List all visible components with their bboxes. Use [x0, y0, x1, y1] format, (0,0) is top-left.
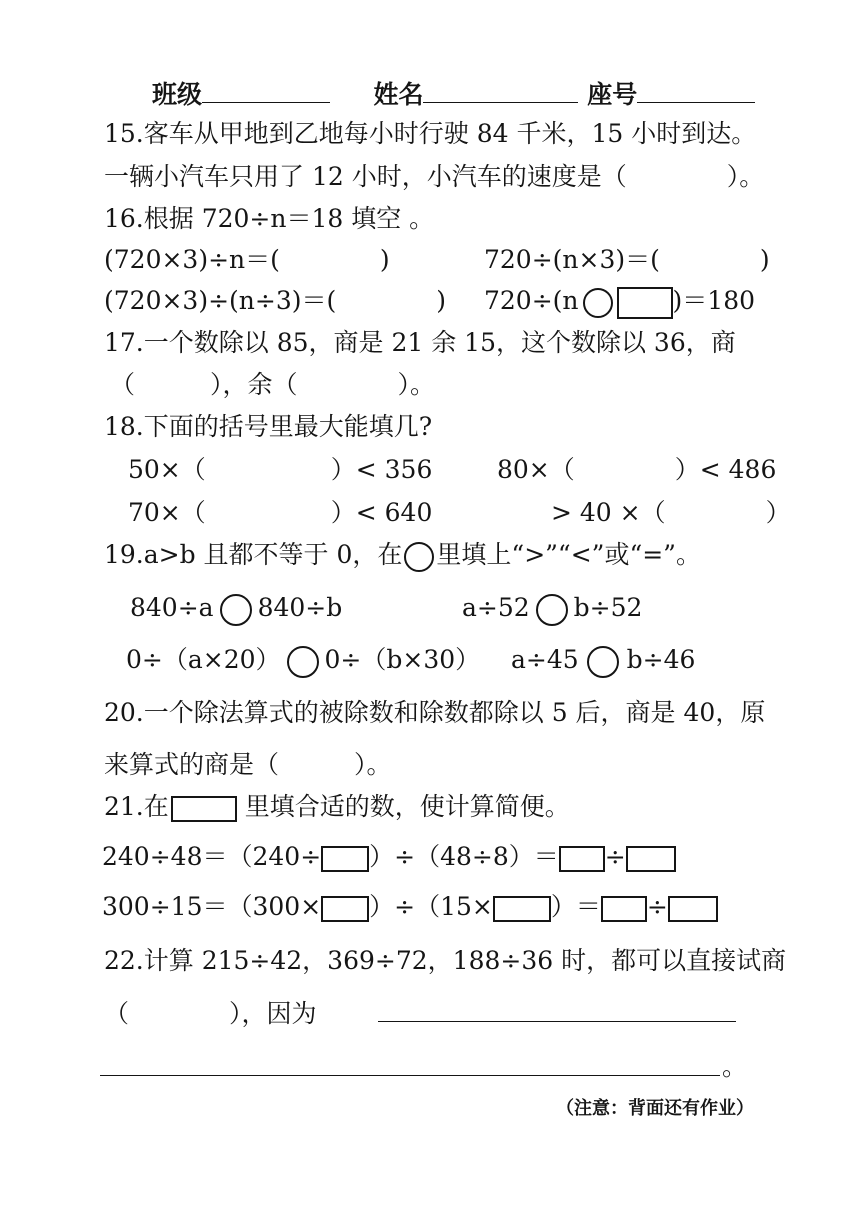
q21-fill-box[interactable]: [493, 896, 551, 922]
q17-line2: （ ），余（ ）。: [110, 370, 436, 399]
q18-r2-right: > 40 ×（ ）: [551, 498, 791, 527]
q19-expr: 840÷a: [130, 593, 214, 622]
q22-line1: 22.计算 215÷42，369÷72，188÷36 时，都可以直接试商: [104, 946, 787, 975]
q21-title-rest: 里填合适的数，使计算简便。: [236, 792, 570, 821]
q16-r1-right: 720÷(n×3)＝( ): [484, 245, 770, 274]
q21-expr: 240÷48＝（240÷: [102, 842, 322, 871]
q19-compare-circle[interactable]: [220, 594, 252, 626]
q18-r1-right: 80×（ ）< 486: [497, 455, 777, 484]
q21-fill-box[interactable]: [321, 896, 369, 922]
name-label: 姓名: [373, 80, 424, 109]
q16-title: 16.根据 720÷n＝18 填空 。: [104, 204, 435, 233]
q19-expr: 0÷（b×30）: [324, 645, 481, 674]
seat-blank[interactable]: [637, 78, 755, 103]
q20-line1: 20.一个除法算式的被除数和除数都除以 5 后，商是 40，原: [104, 698, 766, 727]
q21-fill-box[interactable]: [559, 846, 605, 872]
q16-number-box[interactable]: [617, 287, 673, 319]
class-label: 班级: [152, 80, 203, 109]
q21-r1: [102, 840, 676, 874]
q22-end-mark: 。: [722, 1052, 748, 1081]
q15-close: ）。: [726, 162, 765, 191]
q15-line2: [104, 160, 764, 194]
q19-compare-circle[interactable]: [587, 646, 619, 678]
q21-expr: ÷: [604, 842, 626, 871]
footer-note: （注意：背面还有作业）: [556, 1098, 754, 1119]
q21-fill-box[interactable]: [668, 896, 718, 922]
q21-expr: ÷: [646, 892, 668, 921]
q21-title: [104, 790, 570, 824]
q19-title-text: 19.a>b 且都不等于 0，在: [104, 540, 403, 569]
q16-r2-right-text: 720÷(n: [484, 286, 579, 315]
q18-r1-left: 50×（ ）< 356: [128, 455, 433, 484]
q18-title: 18.下面的括号里最大能填几?: [104, 412, 433, 441]
q19-expr: a÷52: [462, 593, 530, 622]
q21-box-icon: [171, 796, 237, 822]
q19-compare-circle[interactable]: [536, 594, 568, 626]
q22-answer-line-2[interactable]: [100, 1075, 720, 1076]
q15-text: 一辆小汽车只用了 12 小时，小汽车的速度是（: [104, 162, 627, 191]
q21-r2: [102, 890, 718, 924]
q21-fill-box[interactable]: [601, 896, 647, 922]
q19-circle-icon: [404, 542, 434, 572]
seat-label: 座号: [587, 80, 638, 109]
q19-expr: 0÷（a×20）: [126, 645, 281, 674]
q19-expr: a÷45: [511, 645, 579, 674]
q21-expr: ）＝: [550, 892, 601, 921]
q16-operator-circle[interactable]: [583, 288, 613, 318]
name-blank[interactable]: [423, 78, 578, 103]
q17-line1: 17.一个数除以 85，商是 21 余 15，这个数除以 36，商: [104, 328, 736, 357]
q19-r2-left: [126, 643, 480, 678]
q19-expr: 840÷b: [257, 593, 343, 622]
q19-title-rest: 里填上“>”“<”或“=”。: [436, 540, 701, 569]
q19-expr: b÷46: [626, 645, 696, 674]
q19-r1-left: [130, 591, 342, 626]
q16-r1-left: (720×3)÷n＝( ): [104, 245, 390, 274]
q20-line2: 来算式的商是（ ）。: [104, 750, 392, 779]
header-row: [152, 78, 755, 112]
q15-line1: 15.客车从甲地到乙地每小时行驶 84 千米，15 小时到达。: [104, 119, 757, 148]
q21-expr: ）÷（48÷8）＝: [369, 842, 559, 871]
q21-fill-box[interactable]: [626, 846, 676, 872]
q22-line2: （ ），因为: [104, 999, 317, 1028]
q19-expr: b÷52: [573, 593, 643, 622]
q19-r2-right: [511, 643, 695, 678]
q19-r1-right: [462, 591, 642, 626]
q16-r2-left: (720×3)÷(n÷3)＝( ): [104, 286, 446, 315]
q21-expr: ）÷（15×: [369, 892, 493, 921]
q22-answer-line-1[interactable]: [378, 1021, 736, 1022]
q16-r2-right: [484, 284, 755, 319]
q21-fill-box[interactable]: [321, 846, 369, 872]
q18-r2-left: 70×（ ）< 640: [128, 498, 433, 527]
q16-r2-right-end: )＝180: [672, 286, 756, 315]
q19-compare-circle[interactable]: [287, 646, 319, 678]
class-blank[interactable]: [202, 78, 330, 103]
q19-title: [104, 538, 701, 572]
q21-expr: 300÷15＝（300×: [102, 892, 322, 921]
q21-title-text: 21.在: [104, 792, 169, 821]
